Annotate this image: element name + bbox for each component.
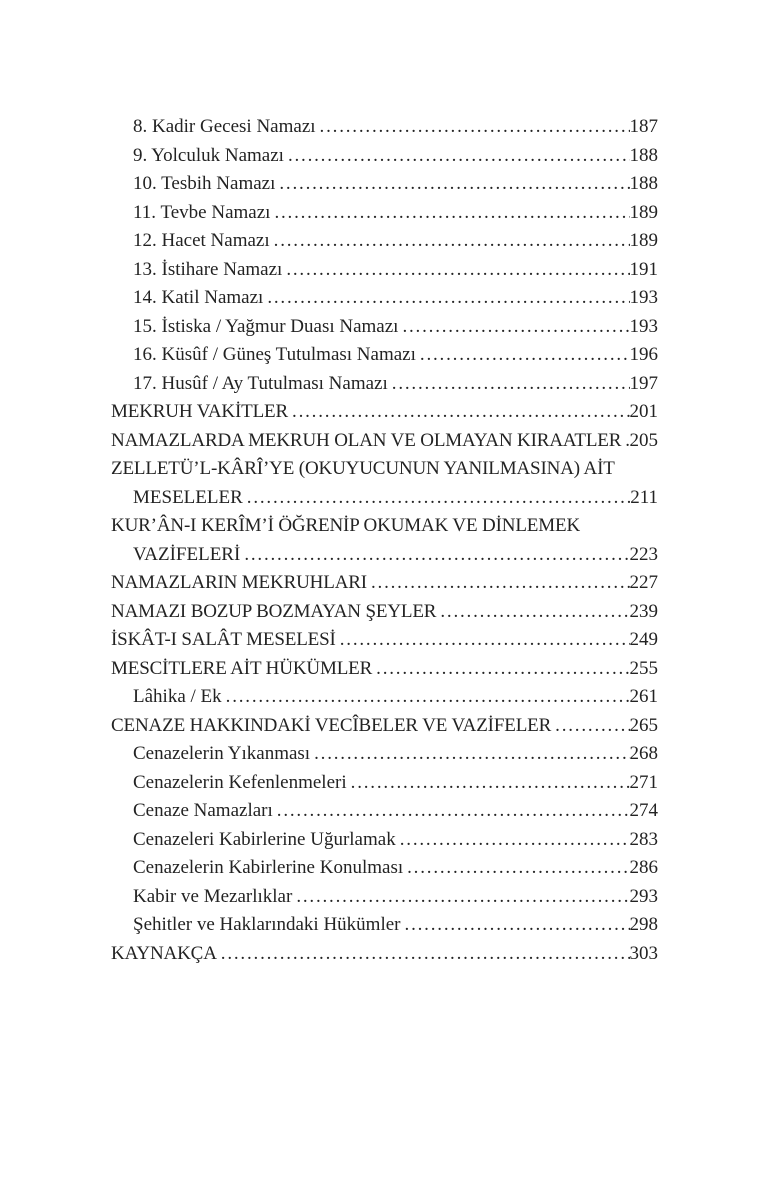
toc-entry: [111, 512, 658, 541]
toc-entry: [111, 541, 658, 570]
toc-entry-label: Lâhika / Ek: [133, 686, 222, 707]
toc-entry: [111, 826, 658, 855]
dot-leader: [402, 313, 629, 342]
dot-leader: [274, 199, 629, 228]
dot-leader: [221, 940, 630, 969]
toc-entry-label: NAMAZI BOZUP BOZMAYAN ŞEYLER: [111, 600, 437, 622]
toc-entry-page: 271: [629, 771, 658, 793]
toc-entry-page: 239: [629, 600, 658, 622]
toc-entry-label: VAZİFELERİ: [133, 543, 241, 565]
toc-entry-page: 274: [629, 800, 658, 821]
toc-entry-label: ZELLETÜ’L-KÂRÎ’YE (OKUYUCUNUN YANILMASINA) AİT: [111, 458, 615, 479]
toc-entry: [111, 113, 658, 142]
toc-entry-label: Cenaze Namazları: [133, 800, 273, 821]
toc-entry-page: 223: [629, 543, 658, 565]
toc-entry-page: 227: [629, 572, 658, 593]
toc-entry-label: İSKÂT-I SALÂT MESELESİ: [111, 629, 336, 650]
toc-entry-label: Cenazelerin Yıkanması: [133, 743, 311, 764]
toc-entry: [111, 854, 658, 883]
dot-leader: [392, 370, 630, 399]
toc-entry-page: 298: [629, 914, 658, 935]
toc-entry-page: 283: [629, 828, 658, 850]
toc-entry: [111, 199, 658, 228]
dot-leader: [340, 626, 630, 655]
toc-entry: [111, 142, 658, 171]
dot-leader: [247, 484, 630, 513]
toc-entry: [111, 284, 658, 313]
dot-leader: [376, 655, 629, 684]
dot-leader: [277, 797, 630, 826]
toc-entry-label: KAYNAKÇA: [111, 942, 217, 964]
toc-entry-page: 189: [629, 201, 658, 223]
toc-entry-label: 10. Tesbih Namazı: [133, 173, 276, 194]
dot-leader: [400, 826, 630, 855]
toc-entry: [111, 256, 658, 285]
toc-entry-label: MESCİTLERE AİT HÜKÜMLER: [111, 657, 373, 679]
dot-leader: [279, 170, 629, 199]
toc-entry: [111, 655, 658, 684]
toc-entry: [111, 341, 658, 370]
toc-entry-label: NAMAZLARIN MEKRUHLARI: [111, 572, 367, 593]
toc-entry-label: KUR’ÂN-I KERÎM’İ ÖĞRENİP OKUMAK VE DİNLEMEK: [111, 515, 581, 536]
dot-leader: [292, 398, 629, 427]
dot-leader: [440, 598, 629, 627]
toc-entry: [111, 313, 658, 342]
toc-entry-label: Cenazelerin Kabirlerine Konulması: [133, 857, 404, 878]
toc-entry-page: 193: [629, 315, 658, 337]
toc-entry: [111, 883, 658, 912]
toc-entry-page: 261: [629, 686, 658, 707]
toc-entry-page: 188: [629, 144, 658, 166]
toc-entry-label: 11. Tevbe Namazı: [133, 201, 271, 223]
toc-entry-label: 17. Husûf / Ay Tutulması Namazı: [133, 372, 388, 394]
toc-entry-label: 16. Küsûf / Güneş Tutulması Namazı: [133, 344, 416, 365]
toc-entry-label: Kabir ve Mezarlıklar: [133, 885, 293, 907]
toc-entry-label: MESELELER: [133, 486, 243, 508]
toc-entry-label: Cenazeleri Kabirlerine Uğurlamak: [133, 828, 396, 850]
dot-leader: [226, 683, 630, 712]
toc-entry: [111, 769, 658, 798]
dot-leader: [274, 227, 630, 256]
toc-entry-page: 193: [629, 287, 658, 308]
toc-entry-label: NAMAZLARDA MEKRUH OLAN VE OLMAYAN KIRAATLER: [111, 429, 622, 451]
toc-entry-page: 268: [629, 743, 658, 764]
toc-entry-page: 189: [629, 230, 658, 251]
toc-entry-label: 15. İstiska / Yağmur Duası Namazı: [133, 315, 399, 337]
dot-leader: [314, 740, 629, 769]
toc-entry-label: 12. Hacet Namazı: [133, 230, 270, 251]
toc-entry: [111, 940, 658, 969]
toc-entry-page: 303: [629, 942, 658, 964]
toc-entry-page: 205: [629, 429, 658, 451]
dot-leader: [244, 541, 629, 570]
toc-entry: [111, 370, 658, 399]
toc-entry-label: Şehitler ve Haklarındaki Hükümler: [133, 914, 401, 935]
toc-entry-page: 191: [629, 258, 658, 280]
toc-entry-label: CENAZE HAKKINDAKİ VECÎBELER VE VAZİFELER: [111, 714, 552, 736]
toc-entry-page: 286: [629, 857, 658, 878]
toc-entry-label: MEKRUH VAKİTLER: [111, 401, 289, 422]
toc-entry-label: 13. İstihare Namazı: [133, 258, 283, 280]
toc-entry: [111, 712, 658, 741]
toc-entry-label: 14. Katil Namazı: [133, 287, 264, 308]
toc-entry: [111, 170, 658, 199]
toc-entry-page: 265: [629, 714, 658, 736]
toc-entry: [111, 227, 658, 256]
toc-entry-page: 249: [629, 629, 658, 650]
toc-entry: [111, 484, 658, 513]
toc-entry-page: 201: [629, 401, 658, 422]
toc-entry-page: 188: [629, 173, 658, 194]
dot-leader: [405, 911, 630, 940]
dot-leader: [320, 113, 630, 142]
toc-entry: [111, 398, 658, 427]
dot-leader: [288, 142, 630, 171]
toc-entry-page: 197: [629, 372, 658, 394]
toc-entry-page: 196: [629, 344, 658, 365]
dot-leader: [555, 712, 629, 741]
toc-entry-page: 187: [629, 116, 658, 137]
toc-entry: [111, 455, 658, 484]
toc-entry: [111, 569, 658, 598]
toc-entry-label: Cenazelerin Kefenlenmeleri: [133, 771, 347, 793]
toc-list: [111, 113, 658, 968]
toc-entry: [111, 427, 658, 456]
toc-entry-page: 211: [630, 486, 658, 508]
toc-entry: [111, 598, 658, 627]
toc-entry-page: 293: [629, 885, 658, 907]
toc-entry-page: 255: [629, 657, 658, 679]
toc-entry: [111, 911, 658, 940]
dot-leader: [296, 883, 629, 912]
toc-entry-label: 9. Yolculuk Namazı: [133, 144, 284, 166]
dot-leader: [351, 769, 630, 798]
dot-leader: [371, 569, 630, 598]
toc-entry: [111, 626, 658, 655]
toc-entry: [111, 683, 658, 712]
toc-entry: [111, 740, 658, 769]
dot-leader: [267, 284, 629, 313]
toc-entry: [111, 797, 658, 826]
dot-leader: [420, 341, 630, 370]
dot-leader: [286, 256, 629, 285]
toc-entry-label: 8. Kadir Gecesi Namazı: [133, 116, 316, 137]
dot-leader: [407, 854, 629, 883]
